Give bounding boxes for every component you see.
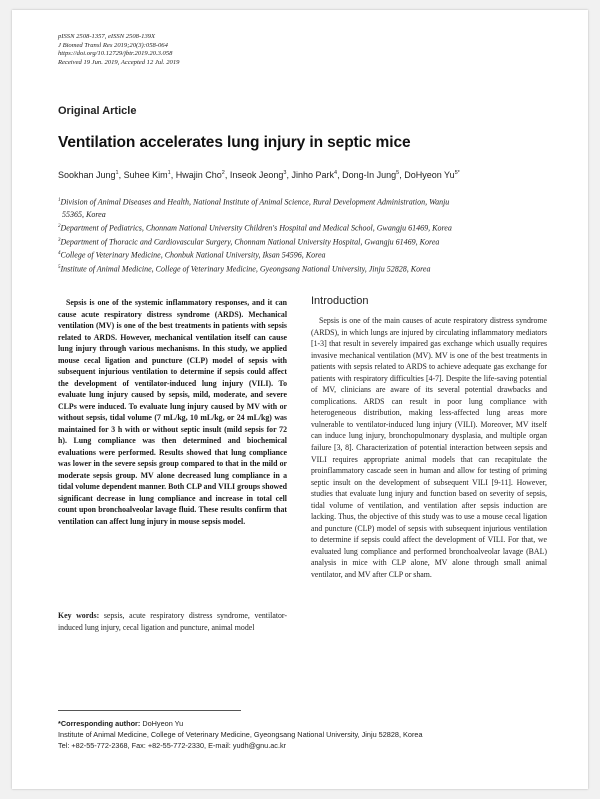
author: Dong-In Jung$^5$, [342, 170, 405, 180]
introduction-body: Sepsis is one of the main causes of acute respiratory distress syndrome (ARDS), in which lungs are injured by circulating inflammatory mediators [1-3] that result in severely impaired gas exchange which usually requires invasive mechanical ventilation (MV). MV is one of the best treatments in patients with sepsis related to ARDS to achieve adequate gas exchange for patients with respiratory difficulties [4-7]. Despite the life-saving potential of MV, clinicians are aware of its several potential drawbacks and complications. ARDS can result in poor lung compliance with heterogeneous distribution, making less-affected lung areas more vulnerable to ventilator-induced lung injury (VILI). Moreover, MV itself can induce lung injury, bronchopulmonary dysplasia, and multiple organ failure [3, 8]. Characterization of potential interaction between sepsis and VILI requires appropriate animal models that can recapitulate the proinflammatory cascade seen in human and allow for testing of priming septic insult on the development of subsequent VILI [9-11]. However, studies that evaluate lung injury and function based on severity of sepsis, tidal volume of ventilation, and ventilation after sepsis induction are lacking. Thus, the objective of this study was to use a mouse cecal ligation and puncture (CLP) model of sepsis with subsequent injurious ventilation to determine if sepsis could affect the development of VILI. For that, we evaluated lung compliance and performed bronchoalveolar lavage (BAL) analysis in mice with CLP alone, MV alone through small animal ventilator, and MV after CLP or sham. [311, 316, 547, 580]
author: Suhee Kim$^1$, [123, 170, 176, 180]
affiliation-list [58, 195, 558, 276]
issn-line: pISSN 2508-1357, eISSN 2508-139X [58, 33, 156, 40]
corresponding-address: Institute of Animal Medicine, College of Veterinary Medicine, Gyeongsang National University, Jinju 52828, Korea [58, 730, 423, 739]
corresponding-name: DoHyeon Yu [142, 719, 184, 728]
author: Sookhan Jung$^1$, [58, 170, 124, 180]
doi-link[interactable]: https://doi.org/10.12729/jbtr.2019.20.3.058 [58, 50, 173, 57]
introduction-heading: Introduction [311, 295, 369, 307]
author-list [58, 170, 460, 180]
corresponding-contact: Tel: +82-55-772-2368, Fax: +82-55-772-2330, E-mail: yudh@gnu.ac.kr [58, 741, 287, 750]
abstract: Sepsis is one of the systemic inflammatory responses, and it can cause acute respiratory distress syndrome (ARDS). Mechanical ventilation (MV) is one of the best treatments in patients with sepsis related to ARDS. However, mechanical ventilation itself can cause lung injury through various mechanisms. In this study, we applied mouse cecal ligation and puncture (CLP) model of sepsis with subsequent injurious ventilation to determine if sepsis could affect the development of ventilator-induced lung injury (VILI). To evaluate lung injury caused by sepsis, mild, moderate, and severe CLPs were induced. To evaluate lung injury caused by MV with or without sepsis, tidal volume (7 mL/kg, 10 mL/kg, or 24 mL/kg) was maintained for 3 h with or without septic insult (mild sepsis for 72 h). Lung compliance was then determined and biochemical evaluations were performed. Results showed that lung compliance was lower in the severe sepsis group compared to that in the mild or moderate sepsis group. MV alone decreased lung compliance in a tidal volume dependent manner. Both CLP and VILI groups showed significant decrease in lung compliance and increase in total cell count upon bronchoalveolar lavage fluid. These results confirm that ventilation can affect lung injury in mouse sepsis model. [58, 298, 287, 526]
author: Hwajin Cho$^2$, [175, 170, 230, 180]
author: DoHyeon $Yu^{5*}$ [404, 170, 460, 180]
keywords-label: Key words: [58, 611, 100, 620]
paper-title: Ventilation accelerates lung injury in septic mice [58, 134, 411, 151]
affiliation: $^2$Department of Pediatrics, Chonnam National University Children's Hospital and Medical School, Gwangju 61469, Korea [58, 223, 452, 233]
affiliation: $^3$Department of Thoracic and Cardiovascular Surgery, Chonnam National University Hospital, Gwangju 61469, Korea [58, 237, 440, 247]
document-page [12, 10, 588, 789]
keywords-text: sepsis, acute respiratory distress syndrome, ventilator-induced lung injury, cecal ligation and puncture, animal model [58, 611, 287, 632]
corresponding-label: *Corresponding author: [58, 719, 141, 728]
author: Jinho Park$^4$, [291, 170, 343, 180]
journal-meta [58, 33, 179, 67]
journal-citation: J Biomed Transl Res 2019;20(3):058-064 [58, 41, 168, 49]
corresponding-author-note [58, 718, 558, 751]
article-type: Original Article [58, 105, 137, 117]
received-date: Received 19 Jun. 2019, Accepted 12 Jul. 2019 [58, 58, 180, 66]
affiliation: $^1$Division of Animal Diseases and Health, National Institute of Animal Science, Rural Development Administration, Wanju 55365, Korea [58, 197, 450, 219]
author: Inseok Jeong$^3$, [229, 170, 292, 180]
footnote-divider [58, 710, 241, 711]
affiliation: $^5$Institute of Animal Medicine, College of Veterinary Medicine, Gyeongsang National University, Jinju 52828, Korea [58, 264, 431, 274]
keywords [58, 610, 287, 633]
affiliation: $^4$College of Veterinary Medicine, Chonbuk National University, Iksan 54596, Korea [58, 251, 326, 260]
